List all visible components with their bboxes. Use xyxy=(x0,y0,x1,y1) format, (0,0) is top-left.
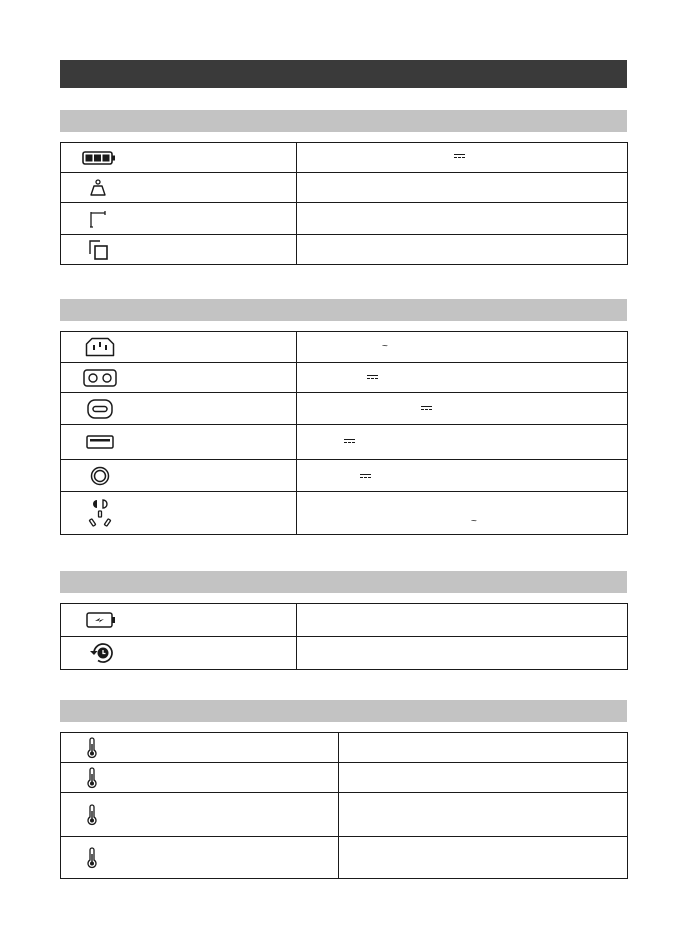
size-icon xyxy=(89,240,109,260)
table-row xyxy=(61,837,628,879)
ac-outlet-icon xyxy=(88,498,112,528)
value-cell xyxy=(297,332,628,363)
dc-symbol xyxy=(421,406,432,411)
section-bar-charging xyxy=(60,571,627,593)
icon-cell xyxy=(61,604,297,637)
icon-cell xyxy=(61,203,297,235)
thermometer-icon xyxy=(87,737,97,759)
value-cell xyxy=(339,837,628,879)
table-temperature xyxy=(60,732,628,879)
icon-cell xyxy=(61,143,297,173)
table-charging xyxy=(60,603,628,670)
icon-cell xyxy=(61,637,297,670)
ac-inlet-icon xyxy=(85,337,115,357)
table-general xyxy=(60,142,628,265)
value-cell xyxy=(339,763,628,793)
table-ports xyxy=(60,331,628,535)
charging-battery-icon xyxy=(86,612,116,628)
value-cell xyxy=(297,363,628,393)
value-cell xyxy=(297,143,628,173)
table-row xyxy=(61,637,628,670)
car-socket-icon xyxy=(83,369,117,387)
dc-symbol xyxy=(367,375,378,380)
table-row xyxy=(61,363,628,393)
table-row xyxy=(61,604,628,637)
section-bar-temperature xyxy=(60,700,627,722)
table-row xyxy=(61,763,628,793)
section-bar-general xyxy=(60,110,627,132)
value-cell xyxy=(297,604,628,637)
usb-a-icon xyxy=(86,435,114,449)
icon-cell xyxy=(61,363,297,393)
value-cell xyxy=(297,492,628,535)
table-row xyxy=(61,143,628,173)
value-cell xyxy=(297,393,628,425)
icon-cell xyxy=(61,235,297,265)
header-bar xyxy=(60,60,627,88)
table-row xyxy=(61,393,628,425)
section-bar-ports xyxy=(60,299,627,321)
value-cell xyxy=(297,425,628,460)
table-row xyxy=(61,793,628,837)
icon-cell xyxy=(61,763,339,793)
thermometer-icon xyxy=(87,847,97,869)
battery-icon xyxy=(82,151,116,165)
icon-cell xyxy=(61,733,339,763)
table-row xyxy=(61,460,628,492)
dc5521-icon xyxy=(90,466,110,486)
table-row xyxy=(61,733,628,763)
icon-cell xyxy=(61,173,297,203)
thermometer-icon xyxy=(87,767,97,789)
value-cell xyxy=(297,173,628,203)
icon-cell xyxy=(61,793,339,837)
cycle-life-icon xyxy=(89,641,115,665)
table-row xyxy=(61,492,628,535)
table-row xyxy=(61,425,628,460)
dc-symbol xyxy=(344,439,355,444)
value-cell xyxy=(297,637,628,670)
icon-cell xyxy=(61,425,297,460)
dimensions-icon xyxy=(89,210,107,228)
table-row xyxy=(61,332,628,363)
icon-cell xyxy=(61,837,339,879)
weight-icon xyxy=(90,179,106,197)
value-cell xyxy=(339,793,628,837)
thermometer-icon xyxy=(87,804,97,826)
icon-cell xyxy=(61,393,297,425)
table-row xyxy=(61,173,628,203)
icon-cell xyxy=(61,492,297,535)
table-row xyxy=(61,235,628,265)
icon-cell xyxy=(61,332,297,363)
value-cell xyxy=(297,203,628,235)
dc-symbol xyxy=(454,154,465,159)
icon-cell xyxy=(61,460,297,492)
value-cell xyxy=(297,460,628,492)
value-cell xyxy=(297,235,628,265)
value-cell xyxy=(339,733,628,763)
table-row xyxy=(61,203,628,235)
ac-symbol: ~ xyxy=(471,516,477,527)
dc-symbol xyxy=(360,474,371,479)
usb-c-icon xyxy=(87,399,113,419)
ac-symbol: ~ xyxy=(382,341,388,352)
